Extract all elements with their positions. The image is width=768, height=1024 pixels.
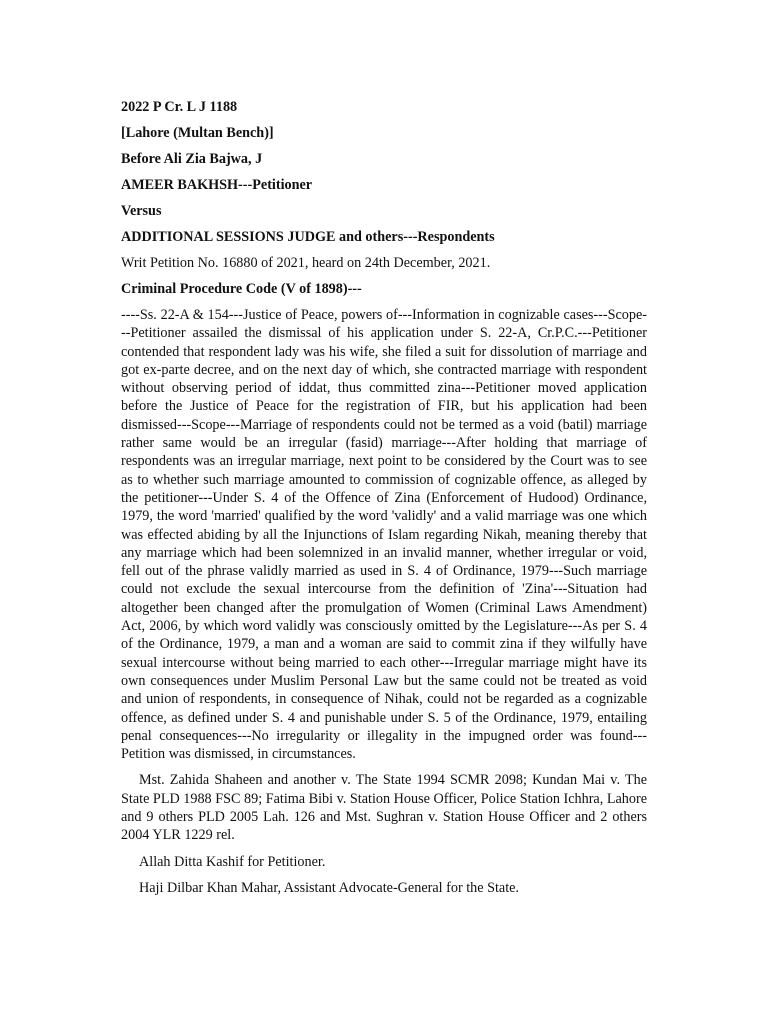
respondents: ADDITIONAL SESSIONS JUDGE and others---Respondents: [121, 229, 495, 245]
case-details: Writ Petition No. 16880 of 2021, heard on 24th December, 2021.: [121, 255, 491, 271]
report-citation: 2022 P Cr. L J 1188: [121, 99, 238, 115]
statute-heading: Criminal Procedure Code (V of 1898)---: [121, 281, 362, 297]
bench: Before Ali Zia Bajwa, J: [121, 151, 263, 167]
petitioner: AMEER BAKHSH---Petitioner: [121, 177, 313, 193]
versus: Versus: [121, 203, 162, 219]
counsel-state: Haji Dilbar Khan Mahar, Assistant Advocate-General for the State.: [139, 879, 520, 896]
counsel-petitioner: Allah Ditta Kashif for Petitioner.: [139, 853, 326, 870]
court-name: [Lahore (Multan Bench)]: [121, 125, 274, 141]
headnote: ----Ss. 22-A & 154---Justice of Peace, powers of---Information in cognizable cases---Scope---Petitioner assailed the dismissal of his application under S. 22-A, Cr.P.C.---Petitioner contended that respondent lady was his wife, she filed a suit for dissolution of marriage and got ex-parte decree, and on the next day of which, she contracted marriage with respondent without observing period of iddat, thus committed zina---Petitioner moved application before the Justice of Peace for the registration of FIR, but his application had been dismissed---Scope---Marriage of respondents could not be termed as a void (batil) marriage rather same would be an irregular (fasid) marriage---After holding that marriage of respondents was an irregular marriage, next point to be considered by the Court was to see as to whether such marriage amounted to commission of cognizable offence, as alleged by the petitioner---Under S. 4 of the Offence of Zina (Enforcement of Hudood) Ordinance, 1979, the word 'married' qualified by the word 'validly' and a valid marriage was one which was effected abiding by all the Injunctions of Islam regarding Nikah, meaning thereby that any marriage which had been solemnized in an invalid manner, whether irregular or void, fell out of the phrase validly married as used in S. 4 of Ordinance, 1979---Such marriage could not exclude the sexual intercourse from the definition of 'Zina'---Situation had altogether been changed after the promulgation of Women (Criminal Laws Amendment) Act, 2006, by which word validly was consciously omitted by the Legislature---As per S. 4 of the Ordinance, 1979, a man and a woman are said to commit zina if they wilfully have sexual intercourse without being married to each other---Irregular marriage might have its own consequences under Muslim Personal Law but the same could not be treated as void and union of respondents, in consequence of Nihak, could not be regarded as a cognizable offence, as defined under S. 4 and punishable under S. 5 of the Ordinance, 1979, entailing penal consequences---No irregularity or illegality in the impugned order was found---Petition was dismissed, in circumstances.: [121, 307, 647, 763]
cases-referred: Mst. Zahida Shaheen and another v. The State 1994 SCMR 2098; Kundan Mai v. The State PLD 1988 FSC 89; Fatima Bibi v. Station House Officer, Police Station Ichhra, Lahore and 9 others PLD 2005 Lah. 126 and Mst. Sughran v. Station House Officer and 2 others 2004 YLR 1229 rel.: [121, 772, 647, 844]
judgment-page: [121, 98, 647, 905]
